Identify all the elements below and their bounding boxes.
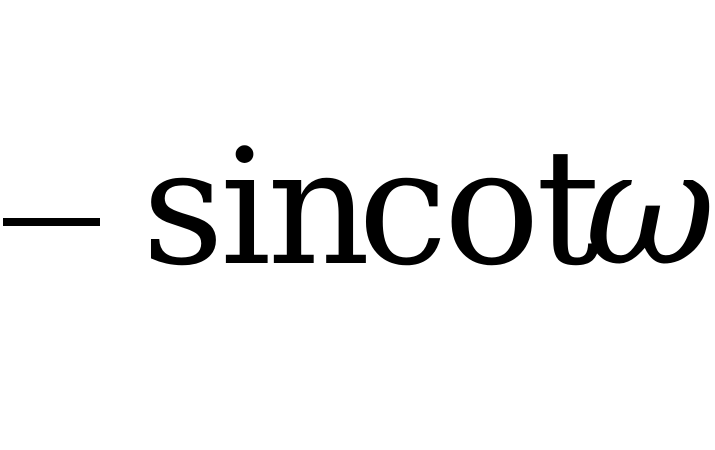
sin-function: sin [142,114,367,301]
omega-variable: ω [585,114,715,301]
minus-sign [3,218,100,226]
cot-function: cot [358,114,597,301]
